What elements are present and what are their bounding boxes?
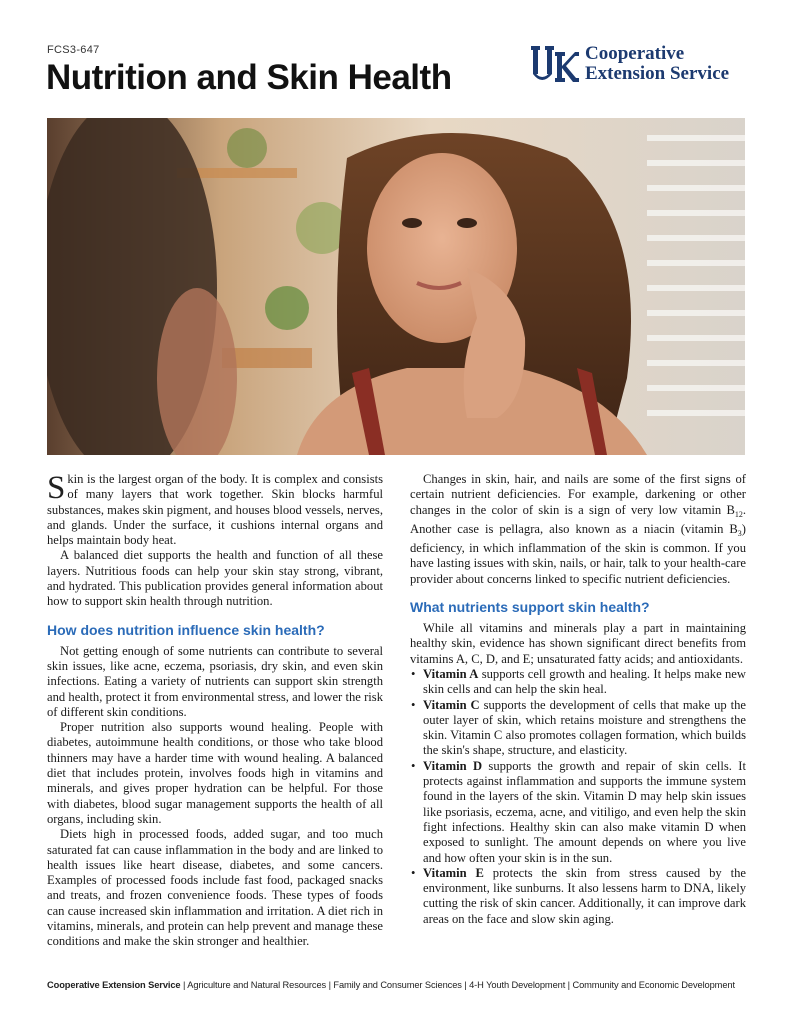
photo-woman-touching-face-icon — [47, 118, 745, 455]
right-column — [410, 472, 746, 927]
paragraph: While all vitamins and minerals play a part in maintaining healthy skin, evidence has shown significant direct benefits from vitamins A, C, D, and E; unsaturated fatty acids; and antioxidants. — [410, 621, 746, 666]
paragraph: Not getting enough of some nutrients can contribute to several skin issues, like acne, eczema, psoriasis, dry skin, and even skin infections. Eating a variety of nutrients can support skin strength and health, protect it from environmental stress, and lower the risk of different skin conditions. — [47, 643, 383, 719]
paragraph: Proper nutrition also supports wound healing. People with diabetes, autoimmune health conditions, or those who take blood thinners may have a harder time with wound healing. A balanced diet that includes protein, involves foods high in vitamins and minerals, and gives proper hydration can be helpful. For those with diabetes, blood sugar management supports the health of all organs, including skin. — [47, 720, 383, 826]
page-footer — [47, 980, 747, 990]
logo-wordmark — [585, 44, 729, 84]
paragraph: A balanced diet supports the health and function of all these layers. Nutritious foods can help your skin stay strong, vibrant, and hydrated. This publication provides general information about how to support skin health through nutrition. — [47, 548, 383, 609]
section-heading-nutrients: What nutrients support skin health? — [410, 599, 650, 616]
vitamin-list — [410, 667, 746, 927]
left-column — [47, 472, 383, 950]
logo-line-2: Extension Service — [585, 63, 730, 84]
page-title: Nutrition and Skin Health — [46, 58, 452, 97]
paragraph-deficiency-signs: Changes in skin, hair, and nails are some of the first signs of certain nutrient deficiencies. For example, darkening or other changes in the color of skin is a sign of very low vitamin $B_{12}$. Another case is pellagra, also known as a niacin (vitamin $B_3$) deficiency, in which inflammation of the skin is common. If you have lasting issues with skin, nails, or hair, talk to your health-care provider about concerns linked to specific nutrient deficiencies. — [410, 472, 746, 586]
footer-brand: Cooperative Extension Service — [47, 980, 181, 990]
paragraph: Diets high in processed foods, added sugar, and too much saturated fat can cause inflammation in the body and are linked to health issues like heart disease, diabetes, and some cancers. Examples of processed foods include fast food, packaged snacks and treats, and frozen convenience foods. These types of foods can cause increased skin inflammation and irritation. A diet rich in vitamins, minerals, and protein can help prevent and manage these conditions and make the skin stronger and healthier. — [47, 827, 383, 949]
footer-programs: | Agriculture and Natural Resources | Family and Consumer Sciences | 4-H Youth Development | Community and Economic Development — [180, 980, 735, 990]
hero-photo — [47, 118, 745, 455]
list-item: • Vitamin E protects the skin from stress caused by the environment, like sunburns. It also lessens harm to DNA, likely cutting the risk of skin cancer. Additionally, it can improve dark areas on the face and slow skin aging. — [423, 866, 746, 927]
uk-logo-icon — [531, 44, 579, 84]
list-item: • Vitamin A supports cell growth and healing. It helps make new skin cells and can help the skin heal. — [423, 667, 746, 698]
list-item: • Vitamin D supports the growth and repair of skin cells. It protects against inflammation and supports the immune system found in the layers of the skin. Vitamin D may help skin issues like psoriasis, eczema, acne, and vitiligo, and even help the skin fight infections. Healthy skin can also make vitamin D when exposed to sunlight. The amount depends on where you live and how often your skin is in the sun. — [423, 759, 746, 866]
publication-code: FCS3-647 — [47, 44, 100, 56]
logo-line-1: Cooperative — [585, 43, 685, 64]
section-heading-nutrition-influence: How does nutrition influence skin health? — [47, 621, 325, 638]
intro-paragraph: Skin is the largest organ of the body. It is complex and consists of many layers that work together. Skin blocks harmful substances, makes skin pigment, and houses blood vessels, nerves, and glands. Under the surface, it cushions internal organs and helps maintain body heat. — [47, 470, 383, 548]
drop-cap: S — [47, 470, 66, 506]
list-item: • Vitamin C supports the development of cells that make up the outer layer of skin, which retains moisture and strengthens the skin. Vitamin C also promotes collagen formation, which builds the skin's shape, structure, and elasticity. — [423, 698, 746, 759]
uk-cooperative-extension-logo — [531, 44, 747, 86]
